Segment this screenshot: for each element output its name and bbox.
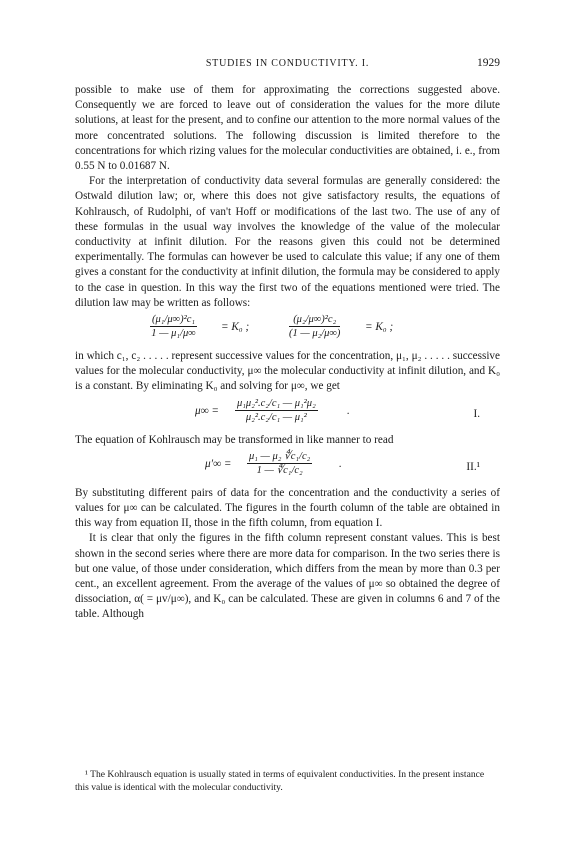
- body-text: [75, 83, 500, 623]
- equation-1-numerator: μ₁μ₂².c₂/c₁ — μ₁²μ₂: [237, 397, 316, 409]
- dilution-law-equations: [75, 313, 500, 347]
- dilution-2-numerator: (μ₂/μ∞)²c₂: [289, 313, 340, 327]
- footnote: [75, 769, 500, 794]
- equation-2-tail: .: [339, 457, 342, 470]
- running-title: STUDIES IN CONDUCTIVITY. I.: [205, 58, 370, 69]
- dilution-fraction-2: [289, 313, 340, 340]
- dilution-fraction-1: [150, 313, 197, 340]
- dilution-2-denominator: (1 — μ₂/μ∞): [289, 328, 341, 340]
- dilution-1-denominator: 1 — μ₁/μ∞: [151, 328, 196, 340]
- dilution-1-numerator: (μ₁/μ∞)²c₁: [152, 314, 196, 326]
- equation-1-label: I.: [473, 407, 480, 420]
- equation-2-fraction: [247, 450, 312, 477]
- paragraph-4: The equation of Kohlrausch may be transformed in like manner to read: [75, 433, 394, 446]
- equation-1-lhs: μ∞ =: [195, 404, 219, 417]
- paragraph-5: By substituting different pairs of data for the concentration and the conductivity a series of values for μ∞ can be calculated. The figures in the fourth column of the table are obtained in this way from equation II, those in the fifth column, from equation I.: [75, 486, 500, 530]
- page-header: [75, 58, 500, 74]
- page-number: 1929: [477, 57, 500, 69]
- equation-2-denominator: 1 — ∜c₁/c₂: [256, 464, 303, 476]
- equation-1-fraction: [235, 397, 318, 424]
- dilution-2-rhs: = K₀ ;: [365, 321, 394, 334]
- paragraph-1: possible to make use of them for approximating the corrections suggested above. Consequently we are forced to leave out of consideration the values for the more dilute solutions, at least for the present, and to confine our attention to the more normal values of the more concentrated solutions. The following discussion is limited therefore to the concentrations for which rizing values for the molecular conductivities are obtained, i. e., from 0.55 N to 0.01687 N.: [75, 84, 500, 173]
- paragraph-2: For the interpretation of conductivity data several formulas are generally considered: the Ostwald dilution law; or, where this does not give satisfactory results, the equations of Kohlrausch, of Rudolphi, of van't Hoff or modifications of the last two. The use of any of these formulas in the usual way involves the knowledge of the value of the molecular conductivity at infinit dilution. For the reasons given this could not be determined experimentally. The formulas can however be used to calculate this value; if any one of them gives a constant for the conductivity at infinit dilution, the formula may be considered to apply to the case in question. In this way the first two of the equations mentioned were tried. The dilution law may be written as follows:: [75, 175, 500, 309]
- equation-2-numerator: μ₁ — μ₂ ∜c₁/c₂: [249, 450, 311, 462]
- paragraph-6: It is clear that only the figures in the fifth column represent constant values. This is best shown in the second series where there are more data for comparison. In the two series there is but one value, of those under consideration, which differs from the mean by more than 0.3 per cent., an excellent agreement. From the average of the values of μ∞ so obtained the degree of dissociation, α( = μv/μ∞), and K₀ can be calculated. These are given in columns 6 and 7 of the table. Although: [75, 532, 500, 621]
- equation-1-tail: .: [347, 404, 350, 417]
- dilution-1-rhs: = K₀ ;: [221, 321, 250, 334]
- equation-2: [75, 450, 500, 484]
- equation-1-denominator: μ₂².c₂/c₁ — μ₁²: [245, 411, 307, 423]
- paragraph-3: in which c₁, c₂ . . . . . represent successive values for the concentration, μ₁, μ₂ . . . . . successive values for the molecular conductivity, μ∞ the molecular conductivity at infinit dilution, and K₀ is a constant. By eliminating K₀ and solving for μ∞, we get: [75, 350, 500, 393]
- equation-1: [75, 397, 500, 431]
- equation-2-lhs: μ′∞ =: [205, 457, 232, 470]
- equation-2-label: II.¹: [466, 460, 480, 473]
- footnote-text: ¹ The Kohlrausch equation is usually stated in terms of equivalent conductivities. In the present instance this value is identical with the molecular conductivity.: [75, 769, 485, 793]
